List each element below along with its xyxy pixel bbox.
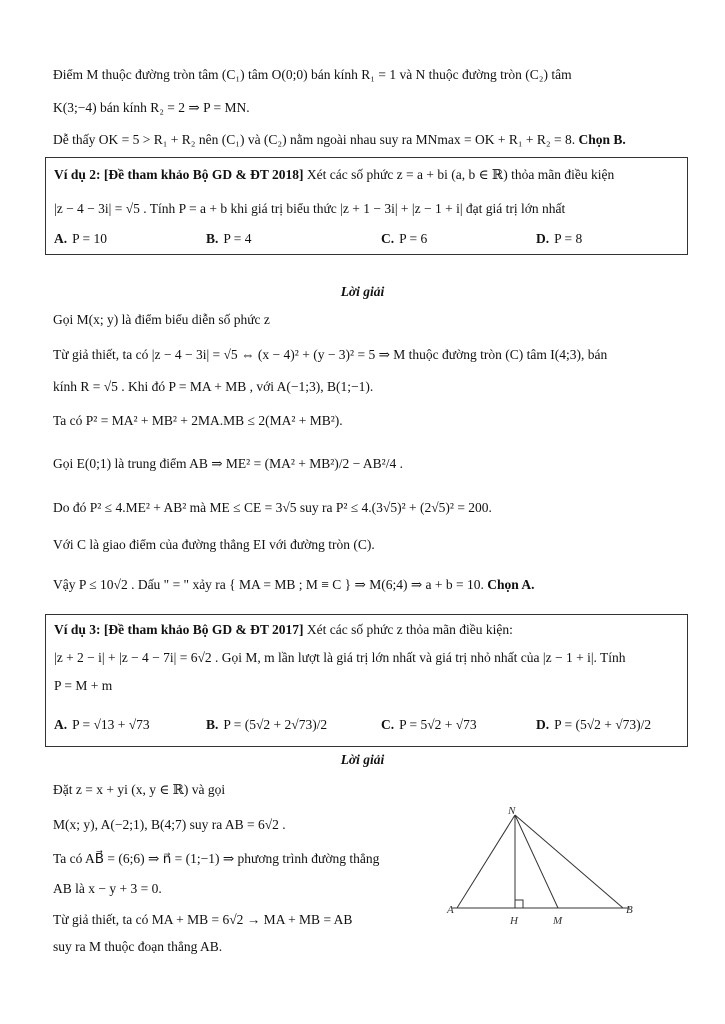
triangle-figure	[440, 805, 650, 935]
choice-key: C.	[381, 231, 395, 246]
intro-line-2: K(3;−4) bán kính R₂ = 2 ⇒ P = MN.	[53, 100, 250, 115]
segment-NB	[515, 815, 623, 908]
example-3-box	[45, 614, 688, 747]
example-2-choice-a	[54, 231, 107, 247]
example-3-question-2: |z + 2 − i| + |z − 4 − 7i| = 6√2 . Gọi M, m lần lượt là giá trị lớn nhất và giá trị nhỏ nhất của |z − 1 + i|. Tính	[54, 650, 626, 665]
example-3-title: Ví dụ 3: [Đề tham khảo Bộ GD & ĐT 2017]	[54, 622, 304, 637]
sol2-line-3: kính R = √5 . Khi đó P = MA + MB , với A(−1;3), B(1;−1).	[53, 379, 374, 394]
sol2-line-7: Với C là giao điểm của đường thẳng EI với đường tròn (C).	[53, 537, 375, 552]
choice-value: P = 5√2 + √73	[399, 717, 477, 732]
sol2-line-8-text: Vậy P ≤ 10√2 . Dấu " = " xảy ra { MA = MB ; M ≡ C } ⇒ M(6;4) ⇒ a + b = 10.	[53, 577, 484, 592]
label-H: H	[510, 915, 518, 927]
example-3-choice-c	[381, 717, 477, 733]
label-M: M	[553, 915, 563, 927]
solution-2-heading: Lời giải	[340, 284, 385, 299]
intro-line-3-text: Dễ thấy OK = 5 > R₁ + R₂ nên (C₁) và (C₂) nằm ngoài nhau suy ra MNmax = OK + R₁ + R₂ = 8.	[53, 132, 576, 147]
sol2-answer: Chọn A.	[487, 577, 535, 592]
intro-line-3	[53, 131, 626, 149]
sol2-line-8	[53, 576, 535, 594]
sol3-line-6: suy ra M thuộc đoạn thẳng AB.	[53, 939, 223, 954]
solution-3-heading: Lời giải	[340, 752, 385, 767]
sol3-line-5: Từ giả thiết, ta có MA + MB = 6√2 → MA + MB = AB	[53, 912, 353, 927]
example-2-box	[45, 157, 688, 255]
choice-value: P = 10	[72, 231, 107, 246]
choice-value: P = 6	[399, 231, 428, 246]
example-2-choice-d	[536, 231, 582, 247]
example-3-choice-b	[206, 717, 327, 733]
example-3-question-1: Xét các số phức z thỏa mãn điều kiện:	[306, 622, 513, 637]
right-angle-mark	[515, 900, 523, 908]
choice-key: D.	[536, 231, 550, 246]
example-2-choice-b	[206, 231, 252, 247]
choice-value: P = (5√2 + 2√73)/2	[223, 717, 328, 732]
label-A: A	[447, 904, 454, 916]
sol3-line-2: M(x; y), A(−2;1), B(4;7) suy ra AB = 6√2 .	[53, 817, 286, 832]
choice-value: P = √13 + √73	[72, 717, 150, 732]
sol2-line-4: Ta có P² = MA² + MB² + 2MA.MB ≤ 2(MA² + MB²).	[53, 413, 343, 428]
sol3-line-1: Đặt z = x + yi (x, y ∈ ℝ) và gọi	[53, 782, 226, 797]
example-3-choice-d	[536, 717, 651, 733]
sol2-line-6: Do đó P² ≤ 4.ME² + AB² mà ME ≤ CE = 3√5 suy ra P² ≤ 4.(3√5)² + (2√5)² = 200.	[53, 500, 492, 515]
sol2-line-1: Gọi M(x; y) là điểm biểu diễn số phức z	[53, 312, 270, 327]
sol2-line-5: Gọi E(0;1) là trung điểm AB ⇒ ME² = (MA² + MB²)/2 − AB²/4 .	[53, 456, 403, 471]
choice-value: P = 8	[554, 231, 583, 246]
intro-line-1: Điểm M thuộc đường tròn tâm (C₁) tâm O(0;0) bán kính R₁ = 1 và N thuộc đường tròn (C₂) tâm	[53, 67, 572, 82]
example-3-question-3: P = M + m	[54, 678, 113, 693]
example-2-line-1	[54, 166, 614, 184]
example-2-choice-c	[381, 231, 427, 247]
intro-answer: Chọn B.	[578, 132, 626, 147]
example-2-title: Ví dụ 2: [Đề tham khảo Bộ GD & ĐT 2018]	[54, 167, 304, 182]
choice-value: P = 4	[223, 231, 252, 246]
choice-key: B.	[206, 231, 219, 246]
sol3-line-3: Ta có AB⃗ = (6;6) ⇒ n⃗ = (1;−1) ⇒ phương trình đường thẳng	[53, 851, 380, 866]
label-N: N	[508, 805, 516, 817]
choice-key: B.	[206, 717, 219, 732]
label-B: B	[626, 904, 633, 916]
sol3-line-4: AB là x − y + 3 = 0.	[53, 881, 162, 896]
example-2-question-1: Xét các số phức z = a + bi (a, b ∈ ℝ) thỏa mãn điều kiện	[306, 167, 615, 182]
example-2-question-2: |z − 4 − 3i| = √5 . Tính P = a + b khi giá trị biểu thức |z + 1 − 3i| + |z − 1 + i| đạt giá trị lớn nhất	[54, 201, 566, 216]
choice-key: A.	[54, 231, 68, 246]
example-3-choice-a	[54, 717, 150, 733]
choice-key: D.	[536, 717, 550, 732]
sol2-line-2: Từ giả thiết, ta có |z − 4 − 3i| = √5 ⇔ (x − 4)² + (y − 3)² = 5 ⇒ M thuộc đường tròn (C) tâm I(4;3), bán	[53, 347, 608, 362]
choice-key: C.	[381, 717, 395, 732]
segment-NA	[457, 815, 515, 908]
choice-value: P = (5√2 + √73)/2	[554, 717, 652, 732]
segment-NM	[515, 815, 558, 908]
example-3-line-1	[54, 621, 513, 639]
choice-key: A.	[54, 717, 68, 732]
